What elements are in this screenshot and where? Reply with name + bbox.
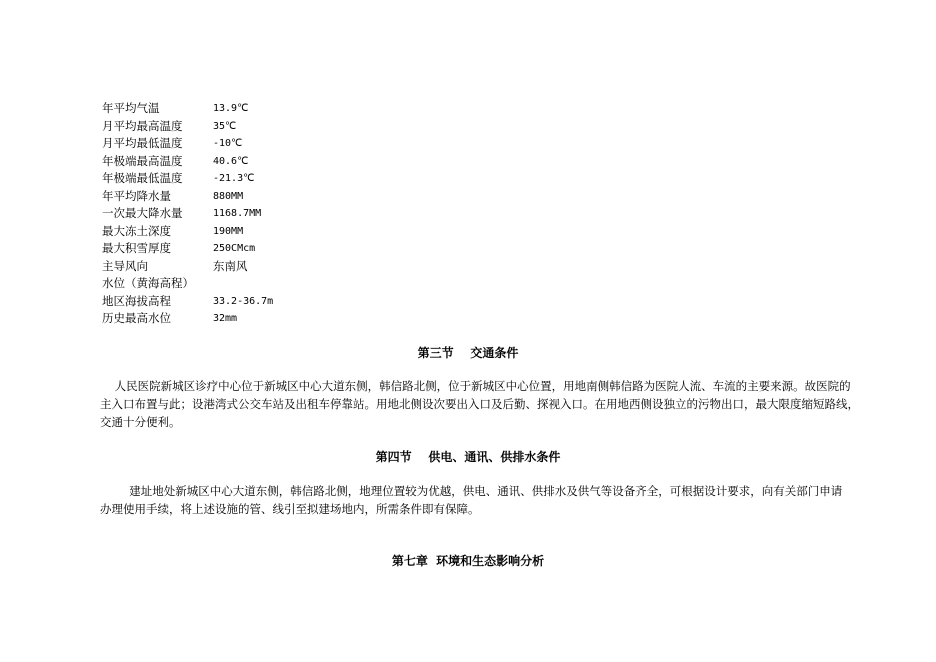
climate-value: 33.2-36.7m: [213, 295, 274, 307]
climate-value: -21.3℃: [213, 173, 255, 184]
climate-value: 东南风: [213, 258, 248, 273]
climate-value: 35℃: [213, 120, 237, 132]
paragraph-line: 交通十分便利。: [100, 415, 181, 429]
paragraph-line: 主入口布置与此；设港湾式公交车站及出租车停靠站。用地北侧设次要出入口及后勤、探视入口。在用地西侧设独立的污物出口，最大限度缩短路线，: [100, 397, 859, 411]
climate-label: 历史最高水位: [102, 311, 171, 325]
climate-value: 1168.7MM: [213, 208, 262, 219]
climate-label: 月平均最高温度: [102, 118, 183, 133]
climate-value: 880MM: [213, 190, 244, 202]
section-heading-utilities: 第四节 供电、通讯、供排水条件: [375, 450, 561, 464]
climate-label: 年极端最低温度: [102, 171, 183, 185]
paragraph-traffic: [100, 377, 860, 431]
climate-value: 190MM: [213, 225, 244, 237]
climate-value: -10℃: [213, 138, 243, 149]
climate-label: 一次最大降水量: [102, 206, 183, 220]
chapter-heading: 第七章 环境和生态影响分析: [391, 554, 545, 568]
paragraph-line: 建址地处新城区中心大道东侧，韩信路北侧，地理位置较为优越，供电、通讯、供排水及供气等设备齐全，可根据设计要求，向有关部门申请: [100, 484, 843, 498]
climate-label: 最大积雪厚度: [102, 241, 171, 255]
paragraph-utilities: [100, 482, 860, 518]
section-heading-traffic: 第三节 交通条件: [417, 346, 519, 360]
climate-value: 250CMcm: [213, 243, 256, 254]
climate-label: 年极端最高温度: [102, 153, 183, 168]
climate-label: 年平均气温: [102, 101, 160, 115]
paragraph-line: 人民医院新城区诊疗中心位于新城区中心大道东侧，韩信路北侧，位于新城区中心位置，用地南侧韩信路为医院人流、车流的主要来源。故医院的: [100, 379, 851, 393]
climate-label: 月平均最低温度: [102, 136, 183, 150]
climate-label: 地区海拔高程: [102, 293, 171, 308]
climate-value: 40.6℃: [213, 155, 249, 167]
paragraph-line: 办理使用手续，将上述设施的管、线引至拟建场地内，所需条件即有保障。: [100, 502, 480, 516]
climate-label: 主导风向: [102, 258, 148, 273]
climate-label: 年平均降水量: [102, 188, 171, 203]
climate-label: 水位（黄海高程）: [102, 276, 194, 290]
climate-value: 32mm: [213, 313, 238, 324]
climate-label: 最大冻土深度: [102, 223, 171, 238]
climate-value: 13.9℃: [213, 103, 249, 114]
